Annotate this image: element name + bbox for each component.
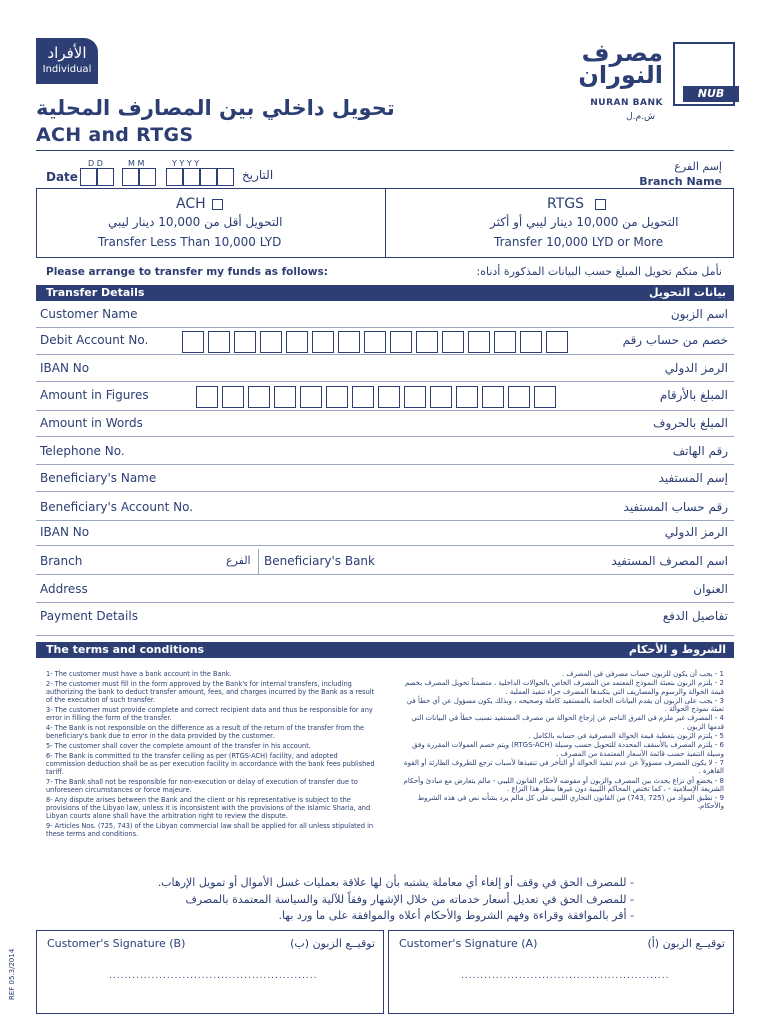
customer-name-row[interactable]	[36, 302, 734, 328]
date-day-hint: D D	[88, 159, 103, 168]
ack-line-1: - للمصرف الحق في وقف أو إلغاء أي معاملة يشتبه بأن لها علاقة بعمليات غسل الأموال أو تمويل الإرهاب.	[157, 876, 634, 889]
terms-title-en: The terms and conditions	[46, 643, 205, 656]
debit-account-label-ar: خصم من حساب رقم	[622, 333, 728, 347]
branch-label-en: Branch Name	[639, 175, 722, 188]
term-en-item: 4- The Bank is not responsible on the difference as a result of the return of the transfer from the beneficiary's bank due to error in the data provided by the customer.	[46, 724, 365, 740]
header-divider	[36, 150, 734, 151]
beneficiary-account-row[interactable]	[36, 495, 734, 521]
term-ar-item: 6 - يلتزم المصرف بالأسقف المحددة للتحويل حسب وسيلة (RTGS-ACH) ويتم خصم العمولات المقررة وفق وسيلة التنفيذ حسب قائمة الأسعار المعتمدة من المصرف .	[412, 741, 724, 758]
date-year-input[interactable]	[166, 168, 234, 186]
payment-details-label-ar: تفاصيل الدفع	[662, 609, 728, 623]
rtgs-desc-ar: التحويل من 10,000 دينار ليبي أو أكثر	[490, 215, 679, 229]
amount-figures-input[interactable]	[196, 386, 560, 408]
bank-logo-text: NUB	[683, 86, 739, 102]
branch-bank-row	[36, 549, 734, 575]
term-en-item: 2- The customer must fill in the form approved by the Bank's for internal transfers, including authorizing the bank to deduct transfer amount, fees, and charges incurred by the Bank as a result of the execution of such transfer.	[46, 680, 375, 704]
address-row[interactable]	[36, 577, 734, 603]
term-ar-item: 1 - يجب أن يكون للزبون حساب مصرفي في المصرف .	[561, 670, 724, 678]
date-label: Date	[46, 170, 78, 184]
branch-label: Branch	[40, 554, 83, 568]
form-title-en: ACH and RTGS	[36, 124, 194, 146]
instruction-en: Please arrange to transfer my funds as follows:	[46, 266, 328, 278]
ach-title: ACH	[176, 196, 206, 212]
address-label: Address	[40, 582, 88, 596]
date-day-input[interactable]	[80, 168, 120, 186]
signature-a-label-ar: توقيــع الزبون (أ)	[647, 937, 725, 950]
term-en-item: 5- The customer shall cover the complete amount of the transfer in his account.	[46, 742, 311, 750]
address-label-ar: العنوان	[693, 582, 728, 596]
bank-suffix: ش.م.ل	[626, 112, 655, 122]
debit-account-input[interactable]	[182, 331, 572, 353]
signature-a-line: ......................................................	[461, 971, 670, 981]
beneficiary-account-label-ar: رقم حساب المستفيد	[623, 500, 728, 514]
beneficiary-iban-row[interactable]	[36, 520, 734, 546]
iban-row[interactable]	[36, 356, 734, 382]
payment-details-row[interactable]	[36, 604, 734, 636]
rtgs-desc-en: Transfer 10,000 LYD or More	[494, 235, 664, 249]
amount-words-row[interactable]	[36, 411, 734, 437]
telephone-row[interactable]	[36, 439, 734, 465]
term-en-item: 6- The Bank is committed to the transfer ceiling as per (RTGS-ACH) facility, and adopted commission deduction shall be as per execution facility in accordance with the bank fees published tariff.	[46, 752, 375, 776]
beneficiary-name-label-ar: إسم المستفيد	[658, 471, 728, 485]
bank-logo	[563, 38, 735, 128]
term-ar-item: 4 - المصرف غير ملزم في الفرق الناجم عن إرجاع الحوالة من مصرف المستفيد نسبب خطأ في البيانات التي قدمها الزبون .	[411, 714, 724, 731]
telephone-label-ar: رقم الهاتف	[672, 444, 728, 458]
date-label-ar: التاريخ	[242, 168, 274, 182]
bank-name-en: NURAN BANK	[590, 98, 663, 108]
terms-banner	[36, 642, 734, 658]
beneficiary-iban-label: IBAN No	[40, 525, 90, 539]
term-en-item: 1- The customer must have a bank account in the Bank.	[46, 670, 232, 678]
transfer-details-title-ar: بيانات التحويل	[648, 286, 726, 299]
customer-name-label: Customer Name	[40, 307, 138, 321]
transfer-details-title-en: Transfer Details	[46, 286, 145, 299]
debit-account-label: Debit Account No.	[40, 333, 149, 347]
payment-details-label: Payment Details	[40, 609, 138, 623]
segment-tab	[36, 38, 98, 84]
branch-label-ar: إسم الفرع	[674, 160, 722, 173]
beneficiary-name-label: Beneficiary's Name	[40, 471, 157, 485]
instruction-ar: نأمل منكم تحويل المبلغ حسب البيانات المذكورة أدناه:	[476, 265, 722, 278]
ach-checkbox[interactable]	[212, 199, 223, 210]
beneficiary-bank-label: Beneficiary's Bank	[264, 554, 375, 568]
transfer-details-banner	[36, 285, 734, 301]
customer-name-label-ar: اسم الزبون	[670, 307, 728, 321]
beneficiary-iban-label-ar: الرمز الدولي	[664, 525, 728, 539]
term-ar-item: 5 - يلتزم الزبون بتغطية قيمة الحوالة المصرفية في حسابه بالكامل .	[528, 732, 724, 741]
beneficiary-name-row[interactable]	[36, 466, 734, 492]
term-ar-item: 7 - لا يكون المصرف مسؤولاً عن عدم تنفيذ الحوالة أو التأخر في تنفيذها لأسباب ترجع للظروف الطارئة أو القوة القاهرة .	[404, 758, 724, 776]
date-month-hint: M M	[128, 159, 145, 168]
date-month-input[interactable]	[122, 168, 162, 186]
signature-b-label: Customer's Signature (B)	[47, 937, 186, 950]
signature-b-box[interactable]	[36, 930, 384, 1014]
amount-figures-label: Amount in Figures	[40, 388, 149, 402]
signature-b-label-ar: توقيــع الزبون (ب)	[290, 937, 375, 950]
amount-figures-label-ar: المبلغ بالأرقام	[659, 388, 728, 402]
term-ar-item: 2 - يلتزم الزبون بتعبئة النموذج المعتمد من المصرف الخاص بالحوالات الداخلية ، متضمناً تخويل المصرف بخصم قيمة الحوالة والرسوم والمصاريف التي يتكبدها المصرف جراء تنفيذ العملية .	[404, 679, 724, 696]
term-en-item: 9- Articles Nos. (725, 743) of the Libyan commercial law shall be applied for all unless stipulated in these terms and conditions.	[46, 822, 374, 838]
ach-desc-en: Transfer Less Than 10,000 LYD	[98, 235, 282, 249]
date-year-hint: Y Y Y Y	[172, 159, 200, 168]
terms-ar-list	[394, 670, 724, 812]
amount-words-label: Amount in Words	[40, 416, 143, 430]
transfer-type-divider	[385, 188, 386, 258]
rtgs-title: RTGS	[547, 196, 584, 212]
term-en-item: 7- The Bank shall not be responsible for non-execution or delay of execution of transfer due to unforeseen circumstances or force majeure.	[46, 778, 358, 794]
term-ar-item: 8 - يخضع أي نزاع يحدث بين المصرف والزبون أو مفوضه لأحكام القانون الليبي - مالم يتعارض مع مبادئ وأحكام الشريعة الإسلامية - ، كما تختص المحاكم الليبية دون غيرها بنظر هذا النزاع .	[403, 776, 724, 793]
ack-line-2: - للمصرف الحق في تعديل أسعار خدماته من خلال الإشهار وفقاً للآلية والسياسة المعتمدة بالمصرف	[185, 893, 634, 906]
form-title-ar: تحويل داخلي بين المصارف المحلية	[36, 96, 395, 120]
terms-en-list	[46, 670, 376, 840]
rtgs-checkbox[interactable]	[595, 199, 606, 210]
segment-label-en: Individual	[42, 64, 92, 75]
terms-title-ar: الشروط و الأحكام	[628, 643, 726, 656]
segment-label-ar: الأفراد	[47, 44, 87, 62]
branch-label-ar-inline: الفرع	[226, 554, 251, 567]
ack-line-3: - أقر بالموافقة وقراءة وفهم الشروط والأحكام أعلاه والموافقة على ما ورد بها.	[278, 909, 634, 922]
term-en-item: 3- The customer must provide complete and correct recipient data and thus be responsible for any error in filling the form of the transfer.	[46, 706, 373, 722]
beneficiary-bank-label-ar: اسم المصرف المستفيد	[611, 554, 728, 568]
signature-b-line: ......................................................	[109, 971, 318, 981]
signature-a-label: Customer's Signature (A)	[399, 937, 538, 950]
branch-divider	[258, 549, 259, 575]
telephone-label: Telephone No.	[40, 444, 125, 458]
amount-words-label-ar: المبلغ بالحروف	[653, 416, 728, 430]
bank-name-ar: مصرف النوران	[578, 39, 663, 89]
ach-desc-ar: التحويل أقل من 10,000 دينار ليبي	[108, 215, 283, 229]
beneficiary-account-label: Beneficiary's Account No.	[40, 500, 194, 514]
signature-a-box[interactable]	[388, 930, 734, 1014]
iban-label-ar: الرمز الدولي	[664, 361, 728, 375]
iban-label: IBAN No	[40, 361, 90, 375]
form-reference: REF 05.3/2014	[8, 948, 16, 1000]
term-en-item: 8- Any dispute arises between the Bank and the client or his representative is subject to the provisions of the Libyan law, unless it is inconsistent with the provisions of the Islamic Sharia, and Libyan courts alone shall have the arbitration right to review the dispute.	[46, 796, 371, 820]
term-ar-item: 3 - يجب على الزبون أن يقدم البيانات الخاصة بالمستفيد كاملة وصحيحه ، وبذلك يكون مسؤول عن أي خطأ في تعبئة نموذج الحوالة .	[406, 696, 724, 714]
term-ar-item: 9 - تطبق المواد من (725 ,743) من القانون التجاري الليبي على كل مالم يرد بشأنه نص في هذه الشروط والأحكام.	[417, 794, 724, 811]
